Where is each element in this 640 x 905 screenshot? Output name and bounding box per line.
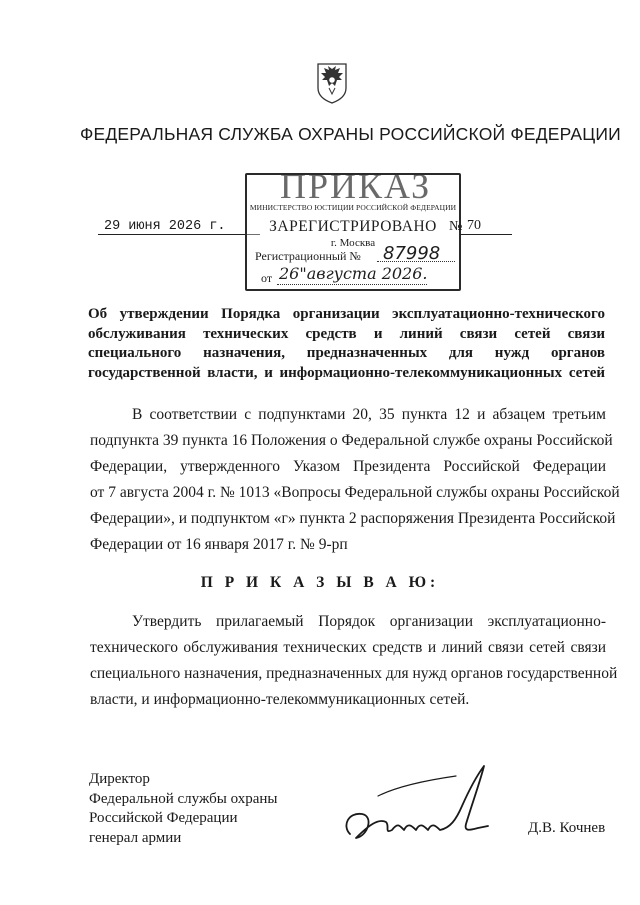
decree-line: власти, и информационно-телекоммуникационных сетей. — [90, 691, 470, 708]
signatory-title-line: генерал армии — [89, 829, 182, 846]
stamp-date: 26"августа 2026. — [279, 264, 428, 283]
signatory-title-line: Федеральной службы охраны — [89, 790, 278, 807]
decree-line: технического обслуживания технических средств и линий связи сетей связи — [90, 639, 606, 656]
stamp-regno: 87998 — [383, 243, 441, 264]
date-underline — [98, 234, 260, 235]
prikazyvayu-heading: П Р И К А З Ы В А Ю: — [200, 574, 440, 591]
stamp-date-prefix: от — [261, 271, 273, 285]
stamp-registered: ЗАРЕГИСТРИРОВАНО — [269, 218, 437, 235]
agency-name: ФЕДЕРАЛЬНАЯ СЛУЖБА ОХРАНЫ РОССИЙСКОЙ ФЕДЕРАЦИИ — [80, 124, 621, 144]
stamp-city: г. Москва — [330, 237, 376, 249]
number-underline — [460, 234, 512, 235]
preamble-line: подпункта 39 пункта 16 Положения о Федеральной службе охраны Российской — [90, 432, 613, 449]
coat-of-arms-icon — [314, 58, 350, 104]
stamp-ministry: МИНИСТЕРСТВО ЮСТИЦИИ РОССИЙСКОЙ ФЕДЕРАЦИИ — [249, 203, 457, 212]
order-number-sign: № — [449, 219, 463, 234]
decree-line: Утвердить прилагаемый Порядок организации эксплуатационно- — [132, 613, 606, 630]
registration-stamp — [245, 173, 461, 291]
handwritten-signature — [338, 756, 510, 852]
preamble-line: В соответствии с подпунктами 20, 35 пункта 12 и абзацем третьим — [132, 406, 606, 423]
subject-line: государственной власти, и информационно-телекоммуникационных сетей — [88, 364, 605, 381]
preamble-line: Федерации, утвержденного Указом Президента Российской Федерации — [90, 458, 606, 475]
order-subject — [88, 305, 605, 383]
preamble-line: от 7 августа 2004 г. № 1013 «Вопросы Федеральной службы охраны Российской — [90, 484, 620, 501]
signer-name: Д.В. Кочнев — [528, 820, 606, 836]
subject-line: Об утверждении Порядка организации эксплуатационно-технического — [88, 306, 605, 322]
order-date: 29 июня 2026 г. — [104, 219, 226, 234]
subject-line: обслуживания технических средств и линий связи сетей связи — [88, 325, 605, 342]
stamp-date-line — [277, 284, 427, 285]
decree-line: специального назначения, предназначенных для нужд органов государственной — [90, 665, 618, 682]
subject-line: специального назначения, предназначенных для нужд органов — [88, 345, 605, 361]
signatory-title-line: Российской Федерации — [89, 810, 238, 826]
stamp-regno-line — [377, 261, 455, 262]
preamble-line: Федерации», и подпунктом «г» пункта 2 распоряжения Президента Российской — [90, 510, 616, 527]
signatory-title — [89, 770, 277, 848]
stamp-regno-label: Регистрационный № — [255, 249, 361, 263]
preamble-line: Федерации от 16 января 2017 г. № 9-рп — [90, 536, 348, 553]
decree-paragraph — [90, 609, 618, 713]
preamble-paragraph — [90, 402, 620, 558]
signatory-title-line: Директор — [89, 771, 150, 787]
document-type-title: ПРИКАЗ — [280, 166, 432, 206]
order-number: 70 — [467, 218, 481, 233]
